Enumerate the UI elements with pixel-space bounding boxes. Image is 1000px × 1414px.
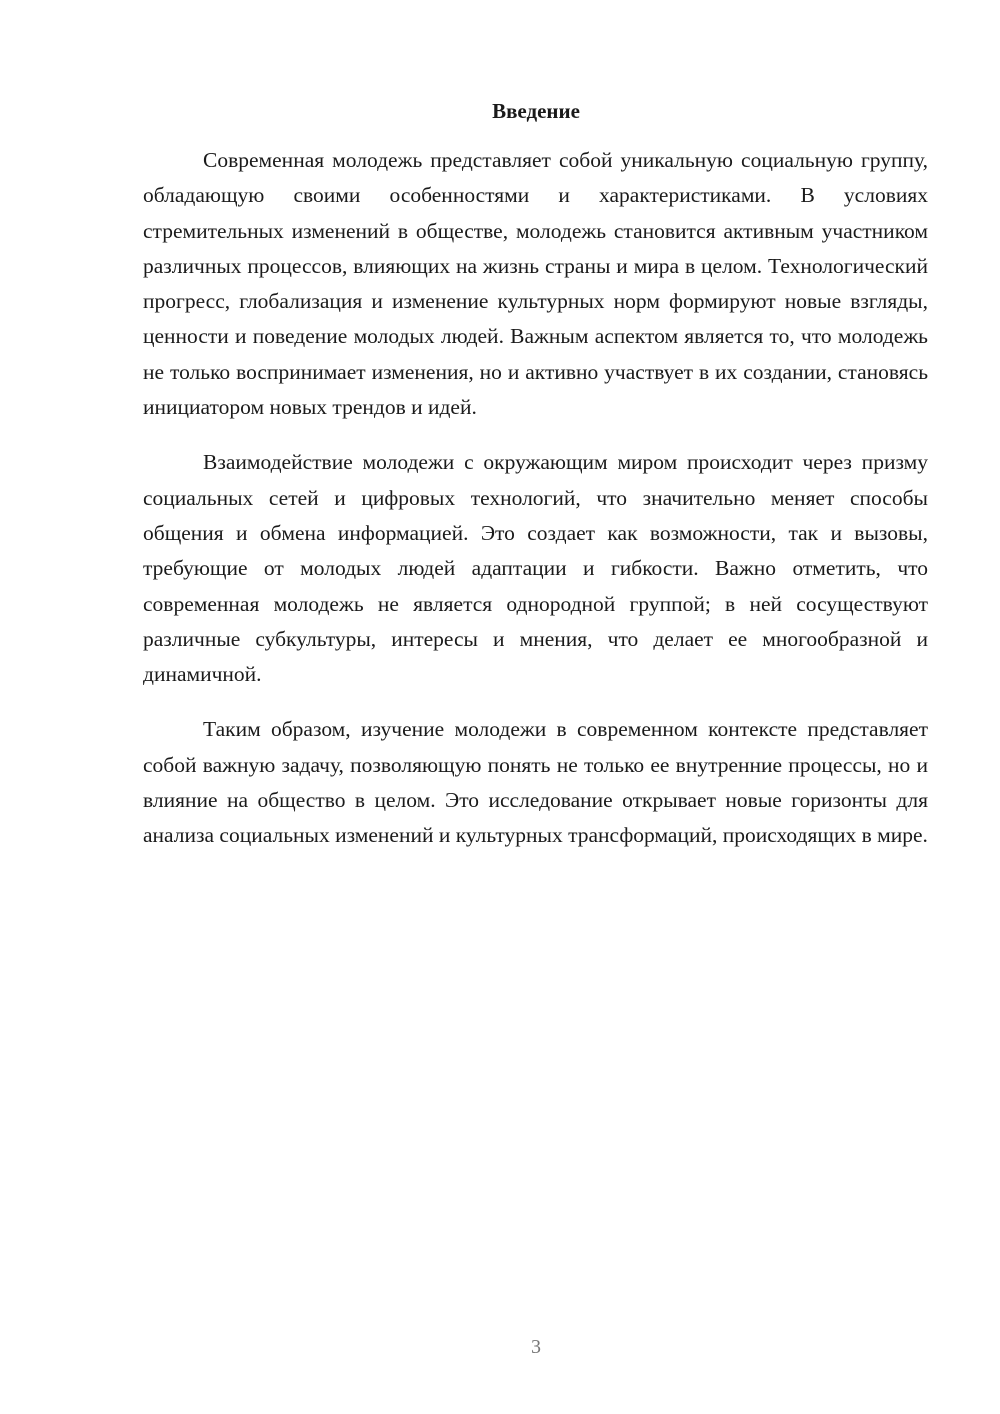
body-text xyxy=(143,143,928,874)
paragraph-2: Взаимодействие молодежи с окружающим миром происходит через призму социальных сетей и цифровых технологий, что значительно меняет способы общения и обмена информацией. Это создает как возможности, так и вызовы, требующие от молодых людей адаптации и гибкости. Важно отметить, что современная молодежь не является однородной группой; в ней сосуществуют различные субкультуры, интересы и мнения, что делает ее многообразной и динамичной. xyxy=(143,450,928,687)
paragraph-3: Таким образом, изучение молодежи в современном контексте представляет собой важную задачу, позволяющую понять не только ее внутренние процессы, но и влияние на общество в целом. Это исследование открывает новые горизонты для анализа социальных изменений и культурных трансформаций, происходящих в мире. xyxy=(143,717,928,848)
paragraph-1: Современная молодежь представляет собой уникальную социальную группу, обладающую своими особенностями и характеристиками. В условиях стремительных изменений в обществе, молодежь становится активным участником различных процессов, влияющих на жизнь страны и мира в целом. Технологический прогресс, глобализация и изменение культурных норм формируют новые взгляды, ценности и поведение молодых людей. Важным аспектом является то, что молодежь не только воспринимает изменения, но и активно участвует в их создании, становясь инициатором новых трендов и идей. xyxy=(143,148,928,420)
section-heading: Введение xyxy=(492,99,580,123)
page-number: 3 xyxy=(531,1336,541,1358)
